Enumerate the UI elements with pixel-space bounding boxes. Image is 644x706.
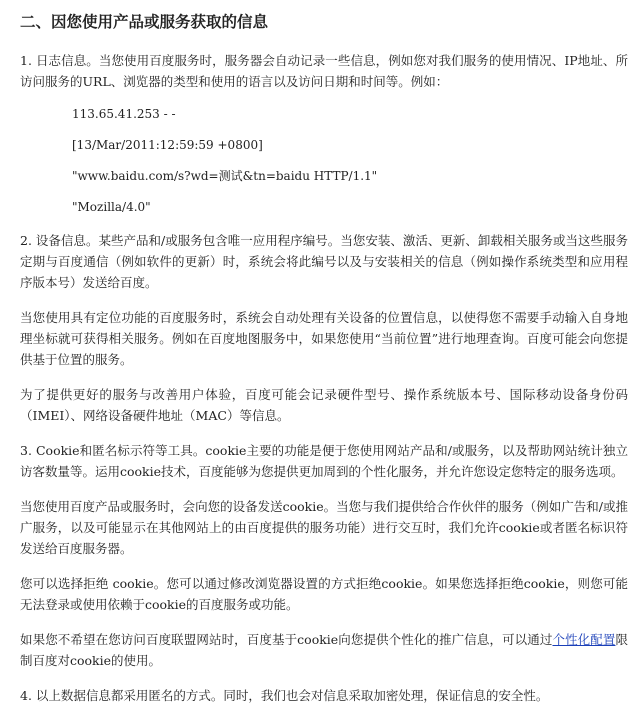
section-title: 二、因您使用产品或服务获取的信息 [20, 12, 269, 31]
personalization-paragraph [20, 629, 628, 671]
personalization-settings-link[interactable]: 个性化配置 [552, 632, 616, 647]
log-example-request: "www.baidu.com/s?wd=测试&tn=baidu HTTP/1.1" [72, 169, 378, 183]
log-example-user-agent: "Mozilla/4.0" [72, 200, 151, 214]
device-info-paragraph: 2. 设备信息。某些产品和/或服务包含唯一应用程序编号。当您安装、激活、更新、卸载相关服务或当这些服务定期与百度通信（例如软件的更新）时，系统会将此编号以及与安装相关的信息（例如操作系统类型和应用程序版本号）发送给百度。 [20, 233, 628, 290]
cookie-send-paragraph: 当您使用百度产品或服务时，会向您的设备发送cookie。当您与我们提供给合作伙伴的服务（例如广告和/或推广服务，以及可能显示在其他网站上的由百度提供的服务功能）进行交互时，我们允许cookie或者匿名标识符发送给百度服务器。 [20, 499, 628, 556]
cookie-refuse-paragraph: 您可以选择拒绝 cookie。您可以通过修改浏览器设置的方式拒绝cookie。如果您选择拒绝cookie，则您可能无法登录或使用依赖于cookie的百度服务或功能。 [20, 576, 628, 612]
log-example-timestamp: [13/Mar/2011:12:59:59 +0800] [72, 138, 263, 152]
hardware-info-paragraph: 为了提供更好的服务与改善用户体验，百度可能会记录硬件型号、操作系统版本号、国际移动设备身份码（IMEI）、网络设备硬件地址（MAC）等信息。 [20, 387, 628, 423]
anonymous-data-paragraph: 4. 以上数据信息都采用匿名的方式。同时，我们也会对信息采取加密处理，保证信息的安全性。 [20, 688, 549, 703]
personalization-text-after: 限制百度对cookie的使用。 [20, 632, 628, 668]
log-example-block [72, 106, 628, 215]
location-info-paragraph: 当您使用具有定位功能的百度服务时，系统会自动处理有关设备的位置信息，以使得您不需要手动输入自身地理坐标就可获得相关服务。例如在百度地图服务中，如果您使用“当前位置”进行地理查询。百度可能会向您提供基于位置的服务。 [20, 310, 628, 367]
log-example-ip: 113.65.41.253 - - [72, 107, 176, 121]
personalization-text-before: 如果您不希望在您访问百度联盟网站时，百度基于cookie向您提供个性化的推广信息，可以通过 [20, 632, 553, 647]
log-info-paragraph: 1. 日志信息。当您使用百度服务时，服务器会自动记录一些信息，例如您对我们服务的使用情况、IP地址、所访问服务的URL、浏览器的类型和使用的语言以及访问日期和时间等。例如： [20, 53, 628, 89]
cookie-info-paragraph: 3. Cookie和匿名标示符等工具。cookie主要的功能是便于您使用网站产品和/或服务，以及帮助网站统计独立访客数量等。运用cookie技术，百度能够为您提供更加周到的个性化服务，并允许您设定您特定的服务选项。 [20, 443, 628, 479]
